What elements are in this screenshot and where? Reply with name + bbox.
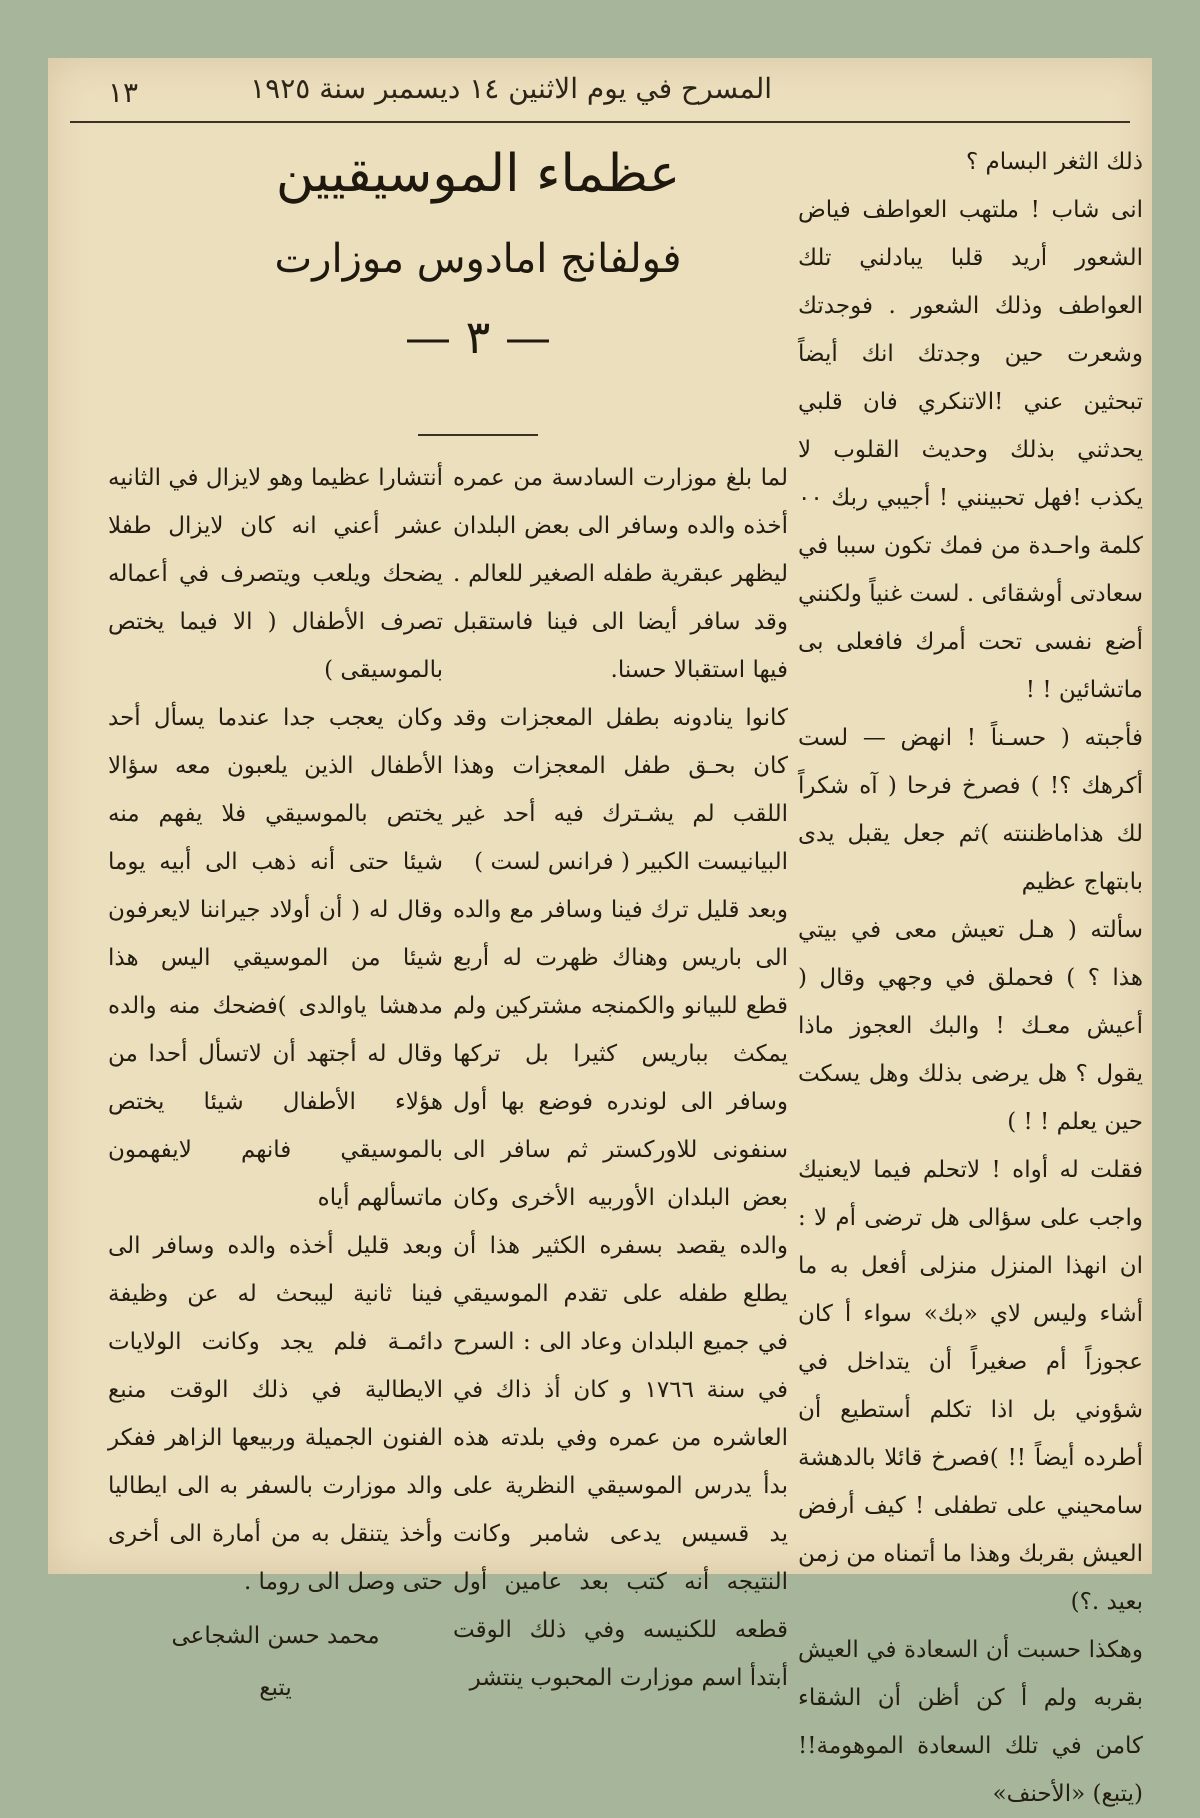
page-header [48, 58, 1152, 118]
page-number: ١٣ [108, 76, 139, 109]
article-subtitle: فولفانج امادوس موزارت [274, 236, 682, 282]
continued-note: يتبع [259, 1675, 292, 1701]
paragraph: لما بلغ موزارت السادسة من عمره أخذه والده وسافر الى بعض البلدان ليظهر عبقرية طفله الصغير للعالم . وقد سافر أيضا الى فينا فاستقبل فيها استقبالا حسنا. [453, 465, 788, 683]
paragraph: وكان يعجب جدا عندما يسأل أحد الأطفال الذين يلعبون معه سؤالا يختص بالموسيقي فلا يفهم منه شيئا حتى أنه ذهب الى أبيه يوما وقال له ( أن أولاد جيراننا لايعرفون شيئا من الموسيقي اليس هذا مدهشا ياوالدى )فضحك منه والده وقال له أجتهد أن لاتسأل أحدا من هؤلاء الأطفال شيئا يختص بالموسيقي فانهم لايفهمون ماتسألهم أياه [108, 705, 443, 1211]
masthead-date-line: المسرح في يوم الاثنين ١٤ ديسمبر سنة ١٩٢٥ [250, 72, 772, 105]
article-title: عظماء الموسيقيين [275, 144, 681, 204]
paragraph: وبعد قليل أخذه والده وسافر الى فينا ثانية ليبحث له عن وظيفة دائمـة فلم يجد وكانت الولايات الايطالية في ذلك الوقت منبع الفنون الجميلة وربيعها الزاهر ففكر والد موزارت بالسفر به الى ايطاليا وأخذ يتنقل به من أمارة الى أخرى حتى وصل الى روما . [108, 1233, 443, 1595]
paragraph: ذلك الثغر البسام ؟ [965, 149, 1143, 175]
paragraph: وهكذا حسبت أن السعادة في العيش بقربه ولم أ كن أظن أن الشقاء كامن في تلك السعادة الموهومة!! (يتبع) «الأحنف» [798, 1637, 1143, 1807]
paragraph: فأجبته ( حسـناً ! انهض — لست أكرهك ؟! ) فصرخ فرحا ( آه شكراً لك هذاماظننته )ثم جعل يقبل يدى بابتهاج عظيم [798, 725, 1143, 895]
paragraph: سألته ( هـل تعيش معى في بيتي هذا ؟ ) فحملق في وجهي وقال ( أعيش معـك ! والبك العجوز ماذا يقول ؟ هل يرضى بذلك وهل يسكت حين يعلم ! ! ) [798, 917, 1143, 1135]
left-column [108, 454, 443, 1712]
article-part-number: — ٣ — [405, 310, 551, 364]
author-signature: محمد حسن الشجاعى [171, 1623, 380, 1649]
middle-column [453, 454, 788, 1702]
paragraph: أنتشارا عظيما وهو لايزال في الثانيه عشر أعني انه كان لايزال طفلا يضحك ويلعب ويتصرف في أعماله تصرف الأطفال ( الا فيما يختص بالموسيقى ) [108, 465, 443, 683]
title-divider [418, 434, 538, 436]
paragraph: كانوا ينادونه بطفل المعجزات وقد كان بحـق طفل المعجزات وهذا اللقب لم يشـترك فيه أحد غير البيانيست الكبير ( فرانس لست ) [453, 705, 788, 875]
paragraph: انى شاب ! ملتهب العواطف فياض الشعور أريد قلبا يبادلني تلك العواطف وذلك الشعور . فوجدتك وشعرت حين وجدتك انك أيضاً تبحثين عني !الاتنكري فان قلبي يحدثني بذلك وحديث القلوب لا يكذب !فهل تحبينني ! أجيبي ربك ٠٠ كلمة واحـدة من فمك تكون سببا في سعادتى أوشقائى . لست غنياً ولكنني أضع نفسى تحت أمرك فافعلى بى ماتشائين ! ! [798, 197, 1143, 703]
newspaper-page [48, 58, 1152, 1807]
header-rule [70, 121, 1130, 123]
paragraph: فقلت له أواه ! لاتحلم فيما لايعنيك واجب على سؤالى هل ترضى أم لا : ان انهذا المنزل منزلى أفعل به ما أشاء وليس لاي «بك» سواء أ كان عجوزاً أم صغيراً أن يتداخل في شؤوني بل اذا تكلم أستطيع أن أطرده أيضاً !! )فصرخ قائلا بالدهشة سامحيني على تطفلى ! كيف أرفض العيش بقربك وهذا ما أتمناه من زمن بعيد .؟) [797, 1157, 1143, 1615]
right-column-story [798, 138, 1143, 1818]
paragraph: وبعد قليل ترك فينا وسافر مع والده الى باريس وهناك ظهرت له أربع قطع للبيانو والكمنجه مشتركين ولم يمكث بباريس كثيرا بل تركها وسافر الى لوندره فوضع بها أول سنفونى للاوركستر ثم سافر الى بعض البلدان الأوربيه الأخرى وكان والده يقصد بسفره الكثير هذا أن يطلع طفله على تقدم الموسيقي في جميع البلدان وعاد الى : السرح في سنة ١٧٦٦ و كان أذ ذاك في العاشره من عمره وفي بلدته هذه بدأ يدرس الموسيقي النظرية على يد قسيس يدعى شامبر وكانت النتيجه أنه كتب بعد عامين أول قطعه للكنيسه وفي ذلك الوقت أبتدأ اسم موزارت المحبوب ينتشر [453, 897, 788, 1691]
